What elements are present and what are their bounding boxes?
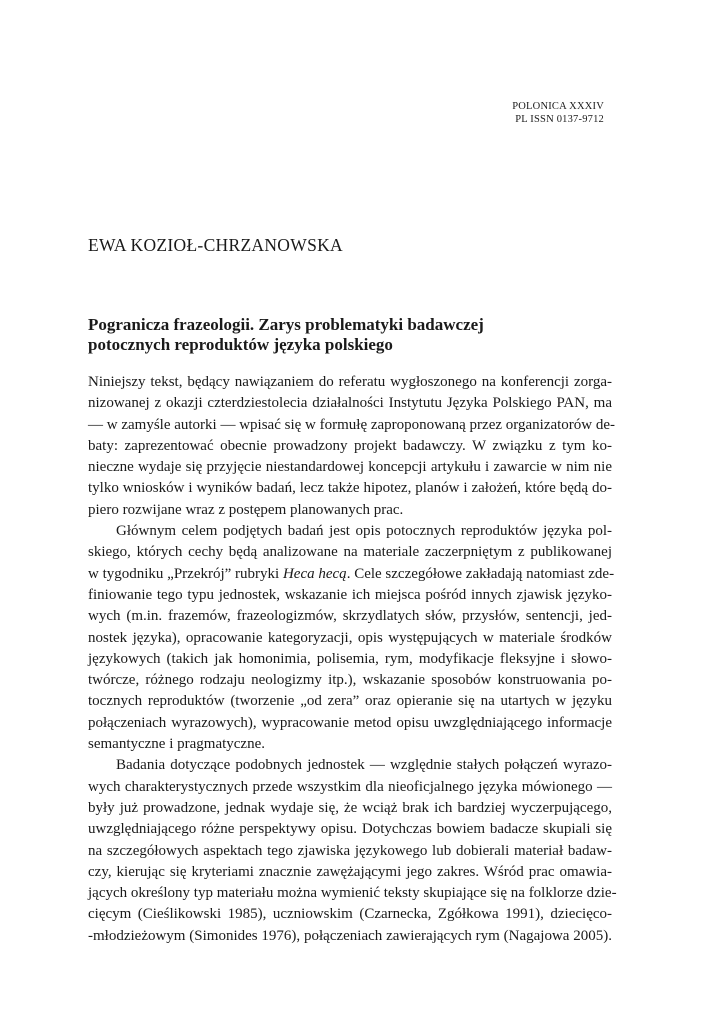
text-line: Głównym celem podjętych badań jest opis potocznych reproduktów języka pol- [116, 523, 612, 540]
text-line: — w zamyśle autorki — wpisać się w formułę zaproponowaną przez organizatorów de- [88, 416, 616, 433]
text-line: -młodzieżowym (Simonides 1976), połączeniach zawierających rym (Nagajowa 2005). [88, 927, 612, 944]
journal-header [512, 100, 604, 126]
text-line: wych charakterystycznych przede wszystkim dla nieoficjalnego języka mówionego — [88, 778, 612, 795]
text-line: nostek języka), opracowanie kategoryzacji, opis występujących w materiale środków [88, 629, 612, 646]
text-line: twórcze, różnego rodzaju neologizmy itp.), wskazanie sposobów konstruowania po- [88, 672, 612, 689]
text-line: finiowanie tego typu jednostek, wskazanie ich miejsca pośród innych zjawisk języko- [88, 586, 612, 603]
text-line: jących określony typ materiału można wymienić teksty skupiające się na folklorze dzie- [88, 885, 617, 902]
article-body [88, 372, 617, 947]
text-line [88, 564, 615, 585]
text-line: cięcym (Cieślikowski 1985), uczniowskim (Czarnecka, Zgółkowa 1991), dziecięco- [88, 906, 612, 923]
text-line: Niniejszy tekst, będący nawiązaniem do referatu wygłoszonego na konferencji zorga- [88, 374, 612, 390]
text-line: piero rozwijane wraz z postępem planowanych prac. [88, 501, 404, 518]
text-line: czy, kierując się kryteriami znacznie zawężającymi jego zakres. Wśród prac omawia- [88, 863, 612, 880]
text-line: językowych (takich jak homonimia, polisemia, rym, modyfikacje fleksyjne i słowo- [88, 650, 612, 667]
text-line: były już prowadzone, jednak wydaje się, że wciąż brak ich bardziej wyczerpującego, [88, 799, 612, 816]
title-line: potocznych reproduktów języka polskiego [88, 335, 393, 354]
text-line: tocznych reproduktów (tworzenie „od zera” oraz opieranie się na utartych w języku [88, 693, 612, 710]
journal-series: POLONICA XXXIV [512, 101, 604, 112]
text-line: uwzględniającego różne perspektywy opisu. Dotychczas bowiem badacze skupiali się [88, 821, 612, 838]
text-segment: . Cele szczegółowe zakładają natomiast zde- [346, 565, 615, 582]
text-line: wych (m.in. frazemów, frazeologizmów, skrzydlatych słów, przysłów, sentencji, jed- [88, 608, 612, 625]
article-title [88, 315, 608, 355]
text-line: nieczne wydaje się przyjęcie niestandardowej koncepcji artykułu i zawarcie w nim nie [88, 459, 612, 476]
text-line: Badania dotyczące podobnych jednostek — względnie stałych połączeń wyrazo- [116, 757, 612, 774]
author-name: EWA KOZIOŁ-CHRZANOWSKA [88, 235, 343, 255]
text-line: baty: zaprezentować obecnie prowadzony projekt badawczy. W związku z tym ko- [88, 437, 612, 454]
text-line: semantyczne i pragmatyczne. [88, 736, 265, 753]
title-line: Pogranicza frazeologii. Zarys problematyki badawczej [88, 315, 484, 334]
italic-term: Heca hecą [282, 565, 347, 582]
text-segment: w tygodniku „Przekrój” rubryki [88, 565, 283, 582]
text-line: tylko wniosków i wyników badań, lecz także hipotez, planów i założeń, które będą do- [88, 480, 612, 497]
paragraph [88, 372, 616, 521]
text-line: skiego, których cechy będą analizowane na materiale zaczerpniętym z publikowanej [88, 544, 612, 561]
text-line: na szczegółowych aspektach tego zjawiska językowego lub dobierali materiał badaw- [88, 842, 612, 859]
paragraph [88, 521, 615, 755]
paragraph [88, 755, 617, 947]
journal-issn: PL ISSN 0137-9712 [515, 114, 604, 125]
text-line: nizowanej z okazji czterdziestolecia działalności Instytutu Języka Polskiego PAN, ma [88, 395, 612, 412]
text-line: połączeniach wyrazowych), wypracowanie metod opisu uwzględniającego informacje [88, 714, 612, 731]
